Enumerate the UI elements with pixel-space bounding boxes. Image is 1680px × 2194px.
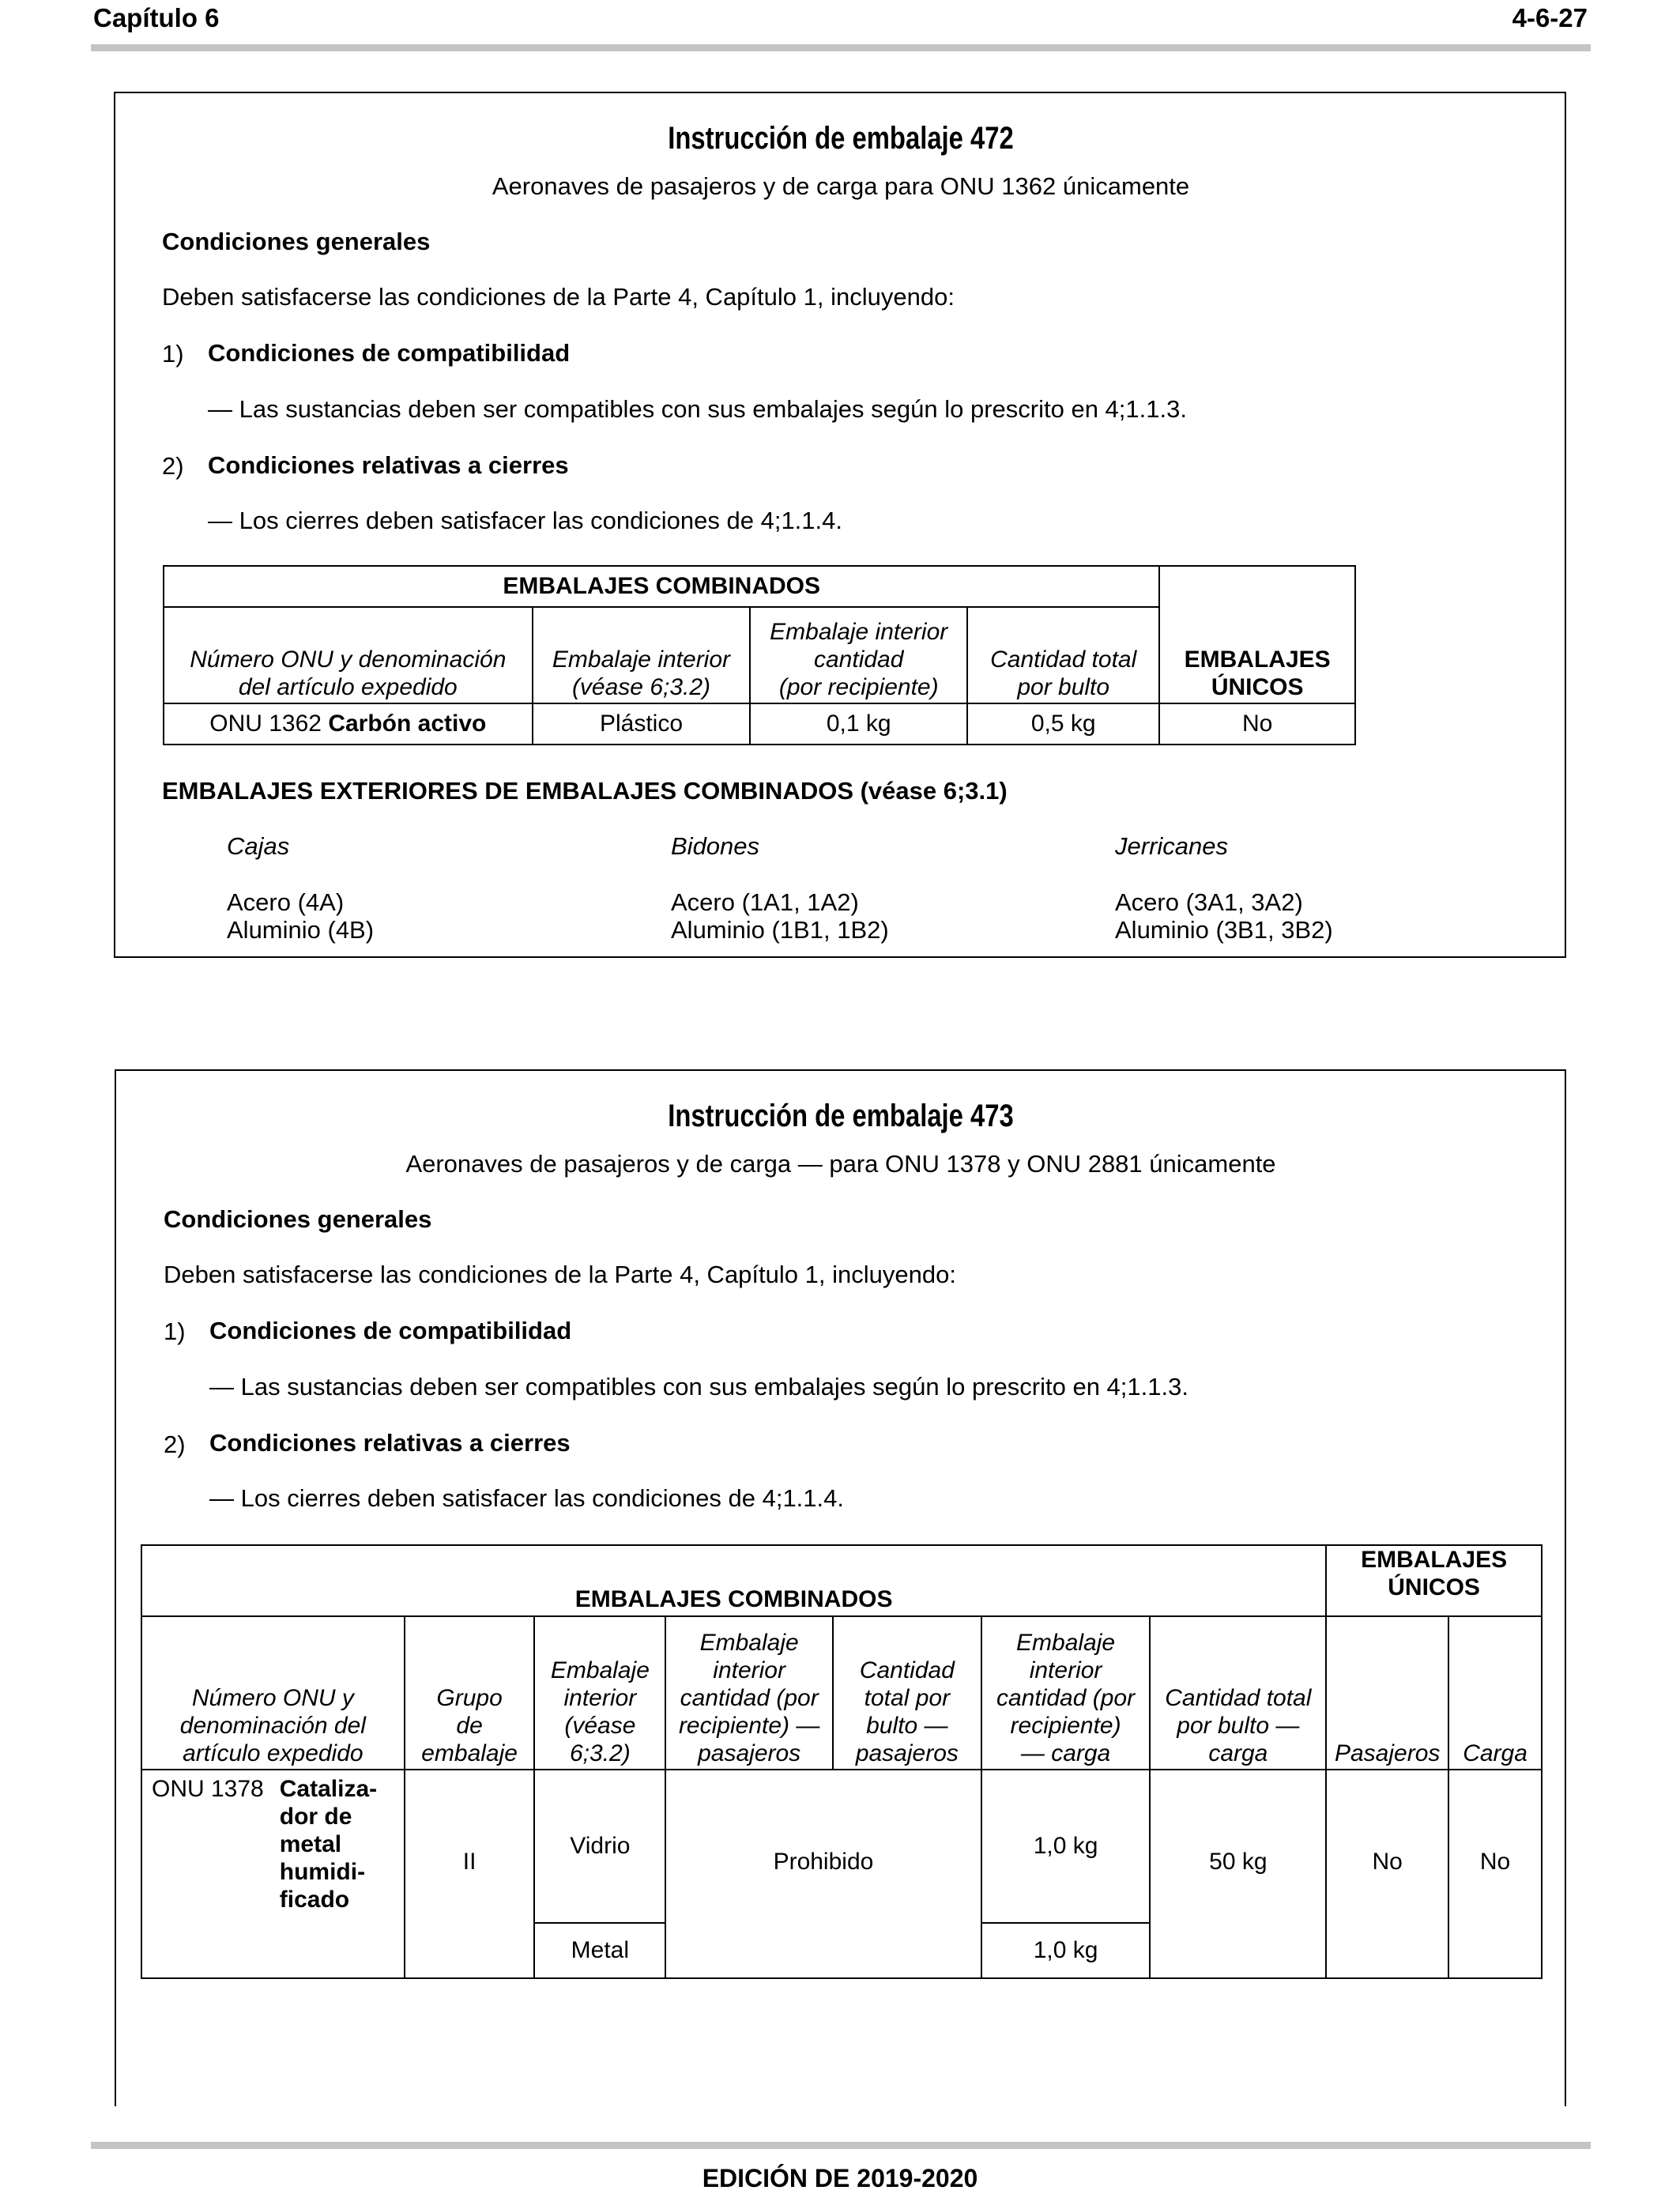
pi473-table	[141, 1544, 1543, 1979]
pi472-cond1-text: — Las sustancias deben ser compatibles con sus embalajes según lo prescrito en 4;1.1.3.	[208, 395, 1187, 423]
pi473-header-total-cargo	[1150, 1616, 1326, 1770]
pi473-header-total-cargo-line3: carga	[1208, 1740, 1268, 1766]
pi473-cond2-text: — Los cierres deben satisfacer las condiciones de 4;1.1.4.	[209, 1484, 845, 1512]
pi473-header-total-pax-line1: Cantidad	[859, 1657, 955, 1683]
pi473-header-group-line3: embalaje	[421, 1740, 518, 1766]
list-item: Acero (1A1, 1A2)	[671, 888, 859, 916]
pi473-header-total-pax	[833, 1616, 981, 1770]
page-number: 4-6-27	[1512, 3, 1588, 32]
pi473-header-total-pax-line3: bulto —	[866, 1713, 948, 1739]
pi472-table	[163, 565, 1356, 745]
pi473-header-un-line2: denominación del	[179, 1713, 366, 1739]
pi473-header-inner-line1: Embalaje	[550, 1657, 650, 1683]
pi473-header-un	[141, 1616, 405, 1770]
pi473-subtitle: Aeronaves de pasajeros y de carga — para ONU 1378 y ONU 2881 únicamente	[405, 1150, 1276, 1178]
pi473-header-qty-pax	[665, 1616, 833, 1770]
pi473-header-qty-pax-line4: recipiente) —	[678, 1713, 820, 1739]
pi472-outer-heading: EMBALAJES EXTERIORES DE EMBALAJES COMBINADOS (véase 6;3.1)	[162, 777, 1008, 805]
pi472-cell-inner: Plástico	[533, 703, 751, 745]
pi473-header-qty-cargo-line4: recipiente)	[1010, 1713, 1121, 1739]
outer-boxes-heading: Cajas	[227, 832, 290, 860]
pi472-cond2-number: 2)	[162, 452, 184, 480]
pi473-header-inner-line4: 6;3.2)	[569, 1740, 631, 1766]
pi473-header-inner	[534, 1616, 665, 1770]
table-row	[141, 1770, 1542, 1923]
pi472-header-single-line1: EMBALAJES	[1184, 647, 1331, 673]
pi473-article-name-line5: ficado	[279, 1887, 350, 1913]
pi472-header-qty-line3: (por recipiente)	[778, 674, 939, 700]
pi473-article-name	[280, 1775, 377, 1913]
pi473-un-number: ONU 1378	[152, 1776, 264, 1802]
pi473-header-un-line3: artículo expedido	[183, 1740, 363, 1766]
pi473-header-total-pax-line4: pasajeros	[855, 1740, 959, 1766]
pi472-cond2-title: Condiciones relativas a cierres	[208, 451, 569, 479]
pi473-cond2-number: 2)	[164, 1431, 186, 1458]
pi472-cond1-number: 1)	[162, 340, 184, 368]
chapter-label: Capítulo 6	[93, 3, 220, 32]
pi473-header-total-pax-line2: total por	[864, 1685, 951, 1711]
pi472-cond2-text: — Los cierres deben satisfacer las condiciones de 4;1.1.4.	[208, 507, 843, 534]
pi473-cell-single-pax: No	[1326, 1770, 1448, 1978]
pi472-group-header: EMBALAJES COMBINADOS	[164, 566, 1159, 607]
pi473-header-qty-cargo-line1: Embalaje	[1016, 1630, 1116, 1656]
pi472-intro: Deben satisfacerse las condiciones de la Parte 4, Capítulo 1, incluyendo:	[162, 283, 955, 311]
pi472-header-un-line1: Número ONU y denominación	[190, 647, 507, 673]
pi472-title: Instrucción de embalaje 472	[668, 121, 1014, 156]
pi472-outer-col-drums	[671, 832, 889, 944]
pi473-single-header	[1326, 1545, 1542, 1616]
header-rule	[91, 44, 1591, 51]
pi473-header-total-cargo-line2: por bulto —	[1177, 1713, 1300, 1739]
pi473-cell-cargo-total: 50 kg	[1150, 1770, 1326, 1978]
list-item: Aluminio (1B1, 1B2)	[671, 916, 889, 944]
pi472-cond1-title: Condiciones de compatibilidad	[208, 339, 571, 367]
pi472-header-total	[967, 607, 1159, 703]
pi472-header-inner-line1: Embalaje interior	[552, 647, 731, 673]
table-row	[164, 703, 1355, 745]
pi473-header-qty-pax-line3: cantidad (por	[680, 1685, 819, 1711]
pi472-general-heading: Condiciones generales	[162, 228, 431, 255]
pi472-header-single-line2: ÚNICOS	[1211, 674, 1304, 700]
pi473-title: Instrucción de embalaje 473	[668, 1099, 1014, 1133]
pi473-header-inner-line2: interior	[563, 1685, 637, 1711]
pi473-header-single-pax: Pasajeros	[1326, 1616, 1448, 1770]
pi473-single-header-line2: ÚNICOS	[1388, 1574, 1480, 1600]
outer-jerricans-heading: Jerricanes	[1115, 832, 1228, 860]
pi472-header-un	[164, 607, 533, 703]
pi472-un-number: ONU 1362	[209, 711, 322, 737]
pi473-header-qty-pax-line5: pasajeros	[698, 1740, 801, 1766]
pi473-article-name-line2: dor de	[279, 1804, 352, 1830]
pi472-header-un-line2: del artículo expedido	[238, 674, 458, 700]
pi473-header-qty-pax-line2: interior	[713, 1657, 785, 1683]
pi472-cell-single: No	[1159, 703, 1355, 745]
pi472-header-qty-line2: cantidad	[813, 647, 904, 673]
pi473-header-un-line1: Número ONU y	[191, 1685, 354, 1711]
list-item: Acero (3A1, 3A2)	[1115, 888, 1303, 916]
pi473-article-name-line1: Cataliza-	[279, 1776, 378, 1802]
pi473-header-qty-cargo	[981, 1616, 1151, 1770]
edition-label: EDICIÓN DE 2019-2020	[702, 2164, 978, 2192]
pi473-cond1-number: 1)	[164, 1318, 186, 1345]
list-item: Aluminio (4B)	[227, 916, 375, 944]
pi472-header-single	[1159, 566, 1355, 703]
pi473-cell-pax-prohibited: Prohibido	[665, 1770, 981, 1978]
pi473-header-group-line1: Grupo	[436, 1685, 503, 1711]
pi473-cell-inner-metal: Metal	[534, 1923, 665, 1978]
pi473-header-total-cargo-line1: Cantidad total	[1165, 1685, 1312, 1711]
pi473-article-name-line4: humidi-	[279, 1859, 366, 1885]
pi473-cell-group: II	[405, 1770, 535, 1978]
pi473-header-qty-pax-line1: Embalaje	[699, 1630, 799, 1656]
pi473-cell-cargo-qty-metal: 1,0 kg	[981, 1923, 1151, 1978]
pi473-intro: Deben satisfacerse las condiciones de la Parte 4, Capítulo 1, incluyendo:	[164, 1261, 956, 1288]
pi473-cond2-title: Condiciones relativas a cierres	[209, 1429, 571, 1457]
pi473-header-inner-line3: (véase	[564, 1713, 636, 1739]
list-item: Aluminio (3B1, 3B2)	[1115, 916, 1333, 944]
pi473-cell-single-cargo: No	[1448, 1770, 1542, 1978]
pi472-subtitle: Aeronaves de pasajeros y de carga para ONU 1362 únicamente	[492, 172, 1190, 200]
pi473-header-group	[405, 1616, 535, 1770]
list-item: Acero (4A)	[227, 888, 345, 916]
pi473-header-single-cargo: Carga	[1448, 1616, 1542, 1770]
pi472-article-name: Carbón activo	[328, 711, 487, 737]
pi473-cell-inner-glass: Vidrio	[534, 1770, 665, 1923]
pi473-article-name-line3: metal	[279, 1831, 342, 1857]
footer-rule	[91, 2142, 1591, 2149]
pi473-cond1-text: — Las sustancias deben ser compatibles con sus embalajes según lo prescrito en 4;1.1.3.	[209, 1373, 1188, 1400]
pi473-header-qty-cargo-line3: cantidad (por	[996, 1685, 1136, 1711]
pi472-header-total-line2: por bulto	[1017, 674, 1110, 700]
pi473-cell-un	[141, 1770, 405, 1978]
pi473-header-qty-cargo-line2: interior	[1029, 1657, 1102, 1683]
pi472-header-qty-line1: Embalaje interior	[770, 619, 948, 645]
pi472-outer-col-jerricans	[1115, 832, 1333, 944]
pi472-header-inner-line2: (véase 6;3.2)	[571, 674, 711, 700]
pi472-cell-total: 0,5 kg	[967, 703, 1159, 745]
pi472-header-inner	[533, 607, 751, 703]
pi472-outer-col-boxes	[227, 832, 374, 944]
pi472-cell-un	[164, 703, 533, 745]
pi472-header-total-line1: Cantidad total	[990, 647, 1137, 673]
pi473-group-header: EMBALAJES COMBINADOS	[141, 1545, 1326, 1616]
pi473-cond1-title: Condiciones de compatibilidad	[209, 1317, 572, 1344]
outer-drums-heading: Bidones	[671, 832, 760, 860]
pi473-general-heading: Condiciones generales	[164, 1205, 432, 1233]
pi472-cell-qty: 0,1 kg	[750, 703, 967, 745]
pi472-header-qty	[750, 607, 967, 703]
pi473-single-header-line1: EMBALAJES	[1361, 1547, 1508, 1573]
pi473-header-group-line2: de	[456, 1713, 483, 1739]
pi473-header-qty-cargo-line5: — carga	[1020, 1740, 1111, 1766]
pi473-cell-cargo-qty-glass: 1,0 kg	[981, 1770, 1151, 1923]
